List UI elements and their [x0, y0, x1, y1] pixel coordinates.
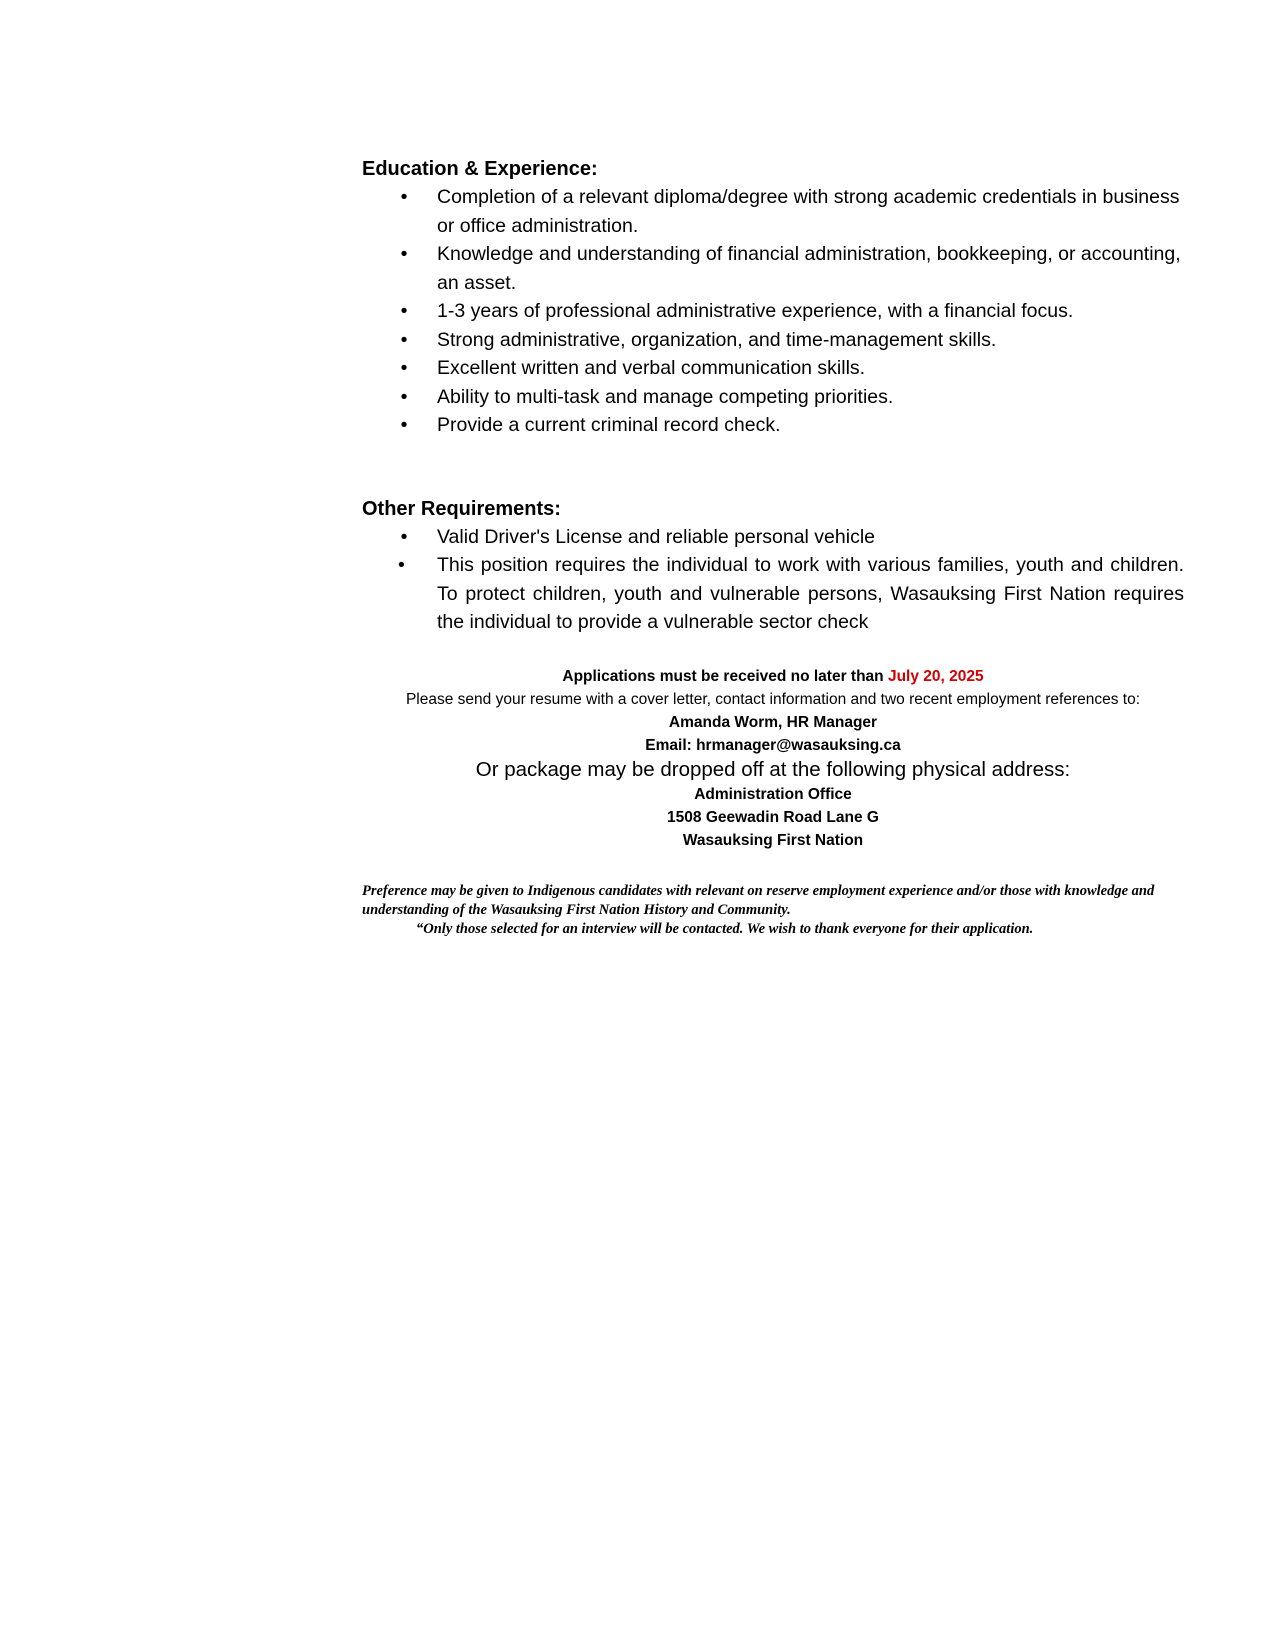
list-item-text: Knowledge and understanding of financial administration, bookkeeping, or accounting, an asset.: [437, 243, 1181, 294]
application-instructions: [362, 665, 1184, 852]
list-item: [362, 326, 1184, 355]
contact-email: Email: hrmanager@wasauksing.ca: [645, 736, 901, 754]
bullet-icon: •: [398, 554, 405, 576]
education-section: [362, 155, 1184, 440]
bullet-icon: •: [400, 186, 408, 208]
list-item: [362, 297, 1184, 326]
list-item: [362, 183, 1184, 240]
list-item-text: Valid Driver's License and reliable personal vehicle: [437, 525, 876, 548]
nation-name: Wasauksing First Nation: [682, 831, 864, 849]
contact-name: Amanda Worm, HR Manager: [668, 713, 878, 731]
list-item-text: Provide a current criminal record check.: [437, 414, 781, 436]
list-item-text: Excellent written and verbal communication skills.: [437, 357, 866, 379]
list-item-text: Ability to multi-task and manage competing priorities.: [437, 385, 894, 408]
education-heading: Education & Experience:: [362, 158, 598, 180]
bullet-icon: •: [400, 300, 408, 322]
list-item: [362, 411, 1184, 440]
bullet-icon: •: [400, 328, 408, 351]
bullet-icon: •: [400, 357, 408, 379]
list-item: [362, 354, 1184, 383]
preference-note: [362, 882, 1184, 939]
list-item-text: This position requires the individual to work with various families, youth and children. To protect children, youth and vulnerable persons, Wasauksing First Nation requires the individual to provide a vulnerable sector check: [437, 554, 1184, 633]
list-item-text: Completion of a relevant diploma/degree with strong academic credentials in business or office administration.: [437, 186, 1180, 237]
other-requirements-section: [362, 495, 1184, 637]
other-requirements-heading: Other Requirements:: [362, 497, 561, 520]
bullet-icon: •: [400, 243, 408, 265]
dropoff-text: Or package may be dropped off at the following physical address:: [475, 757, 1071, 781]
education-list: [362, 183, 1184, 440]
thanks-text: “Only those selected for an interview will be contacted. We wish to thank everyone for their application.: [416, 920, 1034, 937]
other-requirements-list: [362, 523, 1184, 637]
list-item: [362, 240, 1184, 297]
list-item: [362, 551, 1184, 637]
job-posting-page: [362, 155, 1184, 939]
bullet-icon: •: [400, 385, 408, 408]
list-item: [362, 523, 1184, 552]
deadline-date: July 20, 2025: [887, 667, 984, 685]
bullet-icon: •: [400, 414, 408, 436]
bullet-icon: •: [400, 525, 408, 548]
deadline-line: [362, 665, 1184, 688]
deadline-text: Applications must be received no later than: [562, 667, 888, 685]
list-item-text: Strong administrative, organization, and time-management skills.: [437, 328, 997, 351]
list-item-text: 1-3 years of professional administrative experience, with a financial focus.: [437, 300, 1074, 322]
list-item: [362, 383, 1184, 412]
preference-text: Preference may be given to Indigenous candidates with relevant on reserve employment experience and/or those with knowledge and understanding of the Wasauksing First Nation History and Community.: [362, 882, 1155, 918]
street-address: 1508 Geewadin Road Lane G: [667, 808, 879, 826]
submission-instructions: Please send your resume with a cover letter, contact information and two recent employment references to:: [405, 690, 1141, 708]
office-name: Administration Office: [694, 785, 852, 803]
